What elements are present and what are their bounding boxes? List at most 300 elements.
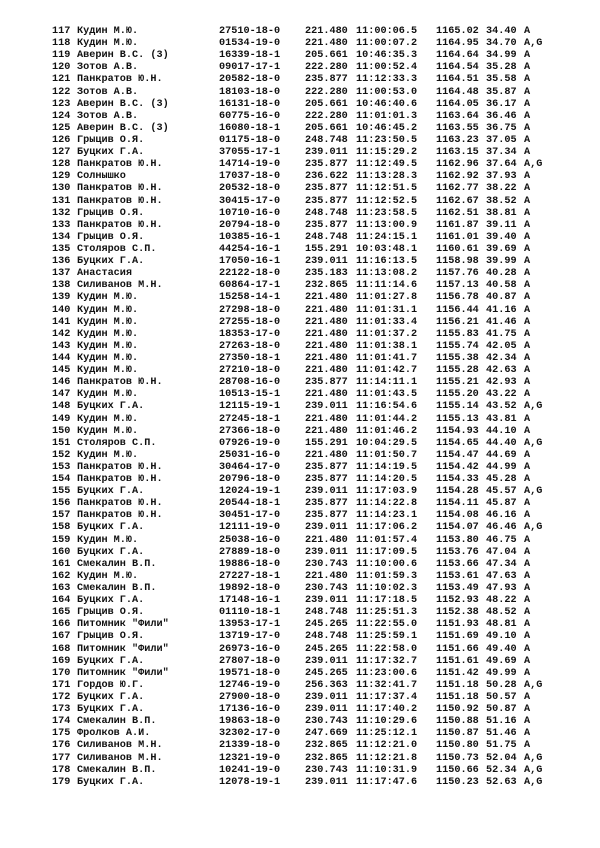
position-number: 122 — [52, 86, 71, 98]
ring-code: 60864-17-1 — [219, 280, 281, 292]
ring-code: 27245-18-1 — [219, 413, 281, 425]
distance-km: 221.480 — [305, 570, 348, 582]
owner-name: Столяров С.П. — [77, 243, 157, 255]
flag: A — [524, 134, 531, 146]
position-number: 159 — [52, 534, 71, 546]
position-number: 145 — [52, 365, 71, 377]
percent: 42.05 — [486, 340, 517, 352]
owner-name: Панкратов Ю.Н. — [77, 195, 163, 207]
distance-km: 221.480 — [305, 352, 348, 364]
percent: 48.52 — [486, 607, 517, 619]
percent: 47.34 — [486, 558, 517, 570]
distance-km: 221.480 — [305, 26, 348, 37]
speed: 1162.51 — [436, 207, 479, 219]
result-row — [52, 692, 592, 704]
result-row — [52, 716, 592, 728]
owner-name: Кудин М.Ю. — [77, 340, 139, 352]
distance-km: 235.877 — [305, 498, 348, 510]
result-row — [52, 704, 592, 716]
distance-km: 222.280 — [305, 86, 348, 98]
owner-name: Гордов Ю.Г. — [77, 679, 145, 691]
result-row — [52, 305, 592, 317]
owner-name: Кудин М.Ю. — [77, 425, 139, 437]
arrival-time: 11:16:54.6 — [356, 401, 418, 413]
position-number: 139 — [52, 292, 71, 304]
speed: 1156.21 — [436, 316, 479, 328]
speed: 1163.23 — [436, 134, 479, 146]
owner-name: Кудин М.Ю. — [77, 38, 139, 50]
speed: 1164.54 — [436, 62, 479, 74]
owner-name: Смекалин В.П. — [77, 716, 157, 728]
owner-name: Грыцив О.Я. — [77, 134, 145, 146]
arrival-time: 11:14:22.8 — [356, 498, 418, 510]
ring-code: 19571-18-0 — [219, 667, 281, 679]
owner-name: Аверин В.С. (3) — [77, 122, 169, 134]
owner-name: Силиванов М.Н. — [77, 280, 163, 292]
ring-code: 22122-18-0 — [219, 268, 281, 280]
position-number: 153 — [52, 461, 71, 473]
speed: 1155.74 — [436, 340, 479, 352]
position-number: 121 — [52, 74, 71, 86]
result-row — [52, 123, 592, 135]
position-number: 138 — [52, 280, 71, 292]
percent: 44.10 — [486, 425, 517, 437]
speed: 1157.13 — [436, 280, 479, 292]
distance-km: 230.743 — [305, 558, 348, 570]
arrival-time: 11:12:51.5 — [356, 183, 418, 195]
owner-name: Буцких Г.А. — [77, 256, 145, 268]
speed: 1151.93 — [436, 619, 479, 631]
ring-code: 18103-18-0 — [219, 86, 281, 98]
flag: A — [524, 413, 531, 425]
owner-name: Грыцив О.Я. — [77, 231, 145, 243]
percent: 52.34 — [486, 764, 517, 776]
owner-name: Буцких Г.А. — [77, 692, 145, 704]
result-row — [52, 377, 592, 389]
owner-name: Панкратов Ю.Н. — [77, 461, 163, 473]
result-row — [52, 619, 592, 631]
result-row — [52, 38, 592, 50]
arrival-time: 11:25:59.1 — [356, 631, 418, 643]
flag: A,G — [524, 38, 543, 50]
ring-code: 01110-18-1 — [219, 607, 281, 619]
ring-code: 20532-18-0 — [219, 183, 281, 195]
owner-name: Кудин М.Ю. — [77, 413, 139, 425]
percent: 42.63 — [486, 365, 517, 377]
percent: 49.99 — [486, 667, 517, 679]
owner-name: Смекалин В.П. — [77, 764, 157, 776]
ring-code: 16339-18-1 — [219, 50, 281, 62]
ring-code: 17037-18-0 — [219, 171, 281, 183]
speed: 1160.61 — [436, 243, 479, 255]
flag: A — [524, 316, 531, 328]
distance-km: 232.865 — [305, 740, 348, 752]
arrival-time: 11:01:46.2 — [356, 425, 418, 437]
owner-name: Кудин М.Ю. — [77, 534, 139, 546]
result-row — [52, 426, 592, 438]
flag: A — [524, 740, 531, 752]
speed: 1155.83 — [436, 328, 479, 340]
speed: 1156.44 — [436, 304, 479, 316]
position-number: 166 — [52, 619, 71, 631]
arrival-time: 11:15:29.2 — [356, 147, 418, 159]
position-number: 149 — [52, 413, 71, 425]
speed: 1155.38 — [436, 352, 479, 364]
distance-km: 221.480 — [305, 304, 348, 316]
ring-code: 30451-17-0 — [219, 510, 281, 522]
percent: 44.40 — [486, 437, 517, 449]
position-number: 140 — [52, 304, 71, 316]
distance-km: 221.480 — [305, 425, 348, 437]
percent: 42.34 — [486, 352, 517, 364]
flag: A,G — [524, 752, 543, 764]
distance-km: 239.011 — [305, 256, 348, 268]
percent: 38.81 — [486, 207, 517, 219]
speed: 1152.38 — [436, 607, 479, 619]
owner-name: Буцких Г.А. — [77, 655, 145, 667]
percent: 40.58 — [486, 280, 517, 292]
distance-km: 248.748 — [305, 631, 348, 643]
owner-name: Панкратов Ю.Н. — [77, 474, 163, 486]
distance-km: 221.480 — [305, 449, 348, 461]
speed: 1150.66 — [436, 764, 479, 776]
result-row — [52, 535, 592, 547]
distance-km: 235.183 — [305, 268, 348, 280]
arrival-time: 11:10:29.6 — [356, 716, 418, 728]
distance-km: 235.877 — [305, 474, 348, 486]
distance-km: 245.265 — [305, 667, 348, 679]
result-row — [52, 317, 592, 329]
position-number: 137 — [52, 268, 71, 280]
position-number: 142 — [52, 328, 71, 340]
result-row — [52, 280, 592, 292]
result-row — [52, 74, 592, 86]
flag: A — [524, 195, 531, 207]
arrival-time: 11:32:41.7 — [356, 679, 418, 691]
arrival-time: 10:46:45.2 — [356, 122, 418, 134]
percent: 43.52 — [486, 401, 517, 413]
owner-name: Панкратов Ю.Н. — [77, 74, 163, 86]
result-row — [52, 389, 592, 401]
distance-km: 155.291 — [305, 437, 348, 449]
owner-name: Питомник "Фили" — [77, 619, 169, 631]
distance-km: 235.877 — [305, 183, 348, 195]
position-number: 169 — [52, 655, 71, 667]
distance-km: 205.661 — [305, 98, 348, 110]
speed: 1154.33 — [436, 474, 479, 486]
flag: A — [524, 510, 531, 522]
speed: 1153.80 — [436, 534, 479, 546]
speed: 1154.08 — [436, 510, 479, 522]
flag: A — [524, 340, 531, 352]
distance-km: 239.011 — [305, 692, 348, 704]
ring-code: 30415-17-0 — [219, 195, 281, 207]
position-number: 160 — [52, 546, 71, 558]
result-row — [52, 87, 592, 99]
owner-name: Панкратов Ю.Н. — [77, 377, 163, 389]
owner-name: Солнышко — [77, 171, 126, 183]
arrival-time: 11:12:21.0 — [356, 740, 418, 752]
arrival-time: 11:01:42.7 — [356, 365, 418, 377]
position-number: 146 — [52, 377, 71, 389]
speed: 1154.65 — [436, 437, 479, 449]
ring-code: 60775-16-0 — [219, 110, 281, 122]
arrival-time: 11:01:41.7 — [356, 352, 418, 364]
percent: 52.63 — [486, 776, 517, 788]
position-number: 120 — [52, 62, 71, 74]
owner-name: Фролков А.И. — [77, 728, 151, 740]
ring-code: 12078-19-1 — [219, 776, 281, 788]
flag: A,G — [524, 437, 543, 449]
percent: 43.22 — [486, 389, 517, 401]
flag: A — [524, 558, 531, 570]
result-row — [52, 401, 592, 413]
result-row — [52, 292, 592, 304]
percent: 47.63 — [486, 570, 517, 582]
result-row — [52, 740, 592, 752]
flag: A — [524, 304, 531, 316]
distance-km: 256.363 — [305, 679, 348, 691]
position-number: 152 — [52, 449, 71, 461]
speed: 1153.61 — [436, 570, 479, 582]
percent: 48.22 — [486, 595, 517, 607]
speed: 1154.47 — [436, 449, 479, 461]
owner-name: Силиванов М.Н. — [77, 740, 163, 752]
percent: 45.87 — [486, 498, 517, 510]
position-number: 128 — [52, 159, 71, 171]
owner-name: Панкратов Ю.Н. — [77, 159, 163, 171]
arrival-time: 11:23:58.5 — [356, 207, 418, 219]
speed: 1150.88 — [436, 716, 479, 728]
speed: 1150.87 — [436, 728, 479, 740]
percent: 49.69 — [486, 655, 517, 667]
arrival-time: 11:00:06.5 — [356, 26, 418, 37]
result-row — [52, 353, 592, 365]
owner-name: Зотов А.В. — [77, 110, 139, 122]
flag: A — [524, 619, 531, 631]
owner-name: Питомник "Фили" — [77, 643, 169, 655]
position-number: 144 — [52, 352, 71, 364]
distance-km: 245.265 — [305, 619, 348, 631]
distance-km: 235.877 — [305, 461, 348, 473]
percent: 46.16 — [486, 510, 517, 522]
result-row — [52, 183, 592, 195]
arrival-time: 11:10:02.3 — [356, 583, 418, 595]
position-number: 119 — [52, 50, 71, 62]
distance-km: 248.748 — [305, 207, 348, 219]
arrival-time: 11:17:09.5 — [356, 546, 418, 558]
owner-name: Зотов А.В. — [77, 62, 139, 74]
owner-name: Панкратов Ю.Н. — [77, 219, 163, 231]
flag: A — [524, 583, 531, 595]
distance-km: 248.748 — [305, 231, 348, 243]
arrival-time: 11:16:13.5 — [356, 256, 418, 268]
position-number: 135 — [52, 243, 71, 255]
arrival-time: 11:01:43.5 — [356, 389, 418, 401]
position-number: 126 — [52, 134, 71, 146]
result-row — [52, 341, 592, 353]
ring-code: 20582-18-0 — [219, 74, 281, 86]
ring-code: 37055-17-1 — [219, 147, 281, 159]
flag: A — [524, 147, 531, 159]
percent: 34.70 — [486, 38, 517, 50]
arrival-time: 11:01:37.2 — [356, 328, 418, 340]
distance-km: 221.480 — [305, 38, 348, 50]
ring-code: 25031-16-0 — [219, 449, 281, 461]
flag: A — [524, 26, 531, 37]
ring-code: 27298-18-0 — [219, 304, 281, 316]
ring-code: 16131-18-0 — [219, 98, 281, 110]
arrival-time: 11:13:08.2 — [356, 268, 418, 280]
arrival-time: 11:13:00.9 — [356, 219, 418, 231]
position-number: 167 — [52, 631, 71, 643]
position-number: 117 — [52, 26, 71, 37]
arrival-time: 11:17:06.2 — [356, 522, 418, 534]
result-row — [52, 522, 592, 534]
arrival-time: 11:01:59.3 — [356, 570, 418, 582]
position-number: 158 — [52, 522, 71, 534]
percent: 43.81 — [486, 413, 517, 425]
owner-name: Кудин М.Ю. — [77, 292, 139, 304]
flag: A — [524, 280, 531, 292]
flag: A — [524, 534, 531, 546]
position-number: 141 — [52, 316, 71, 328]
distance-km: 222.280 — [305, 62, 348, 74]
ring-code: 28708-16-0 — [219, 377, 281, 389]
position-number: 151 — [52, 437, 71, 449]
ring-code: 21339-18-0 — [219, 740, 281, 752]
speed: 1161.87 — [436, 219, 479, 231]
speed: 1151.18 — [436, 692, 479, 704]
percent: 35.87 — [486, 86, 517, 98]
result-row — [52, 450, 592, 462]
speed: 1158.98 — [436, 256, 479, 268]
percent: 47.04 — [486, 546, 517, 558]
ring-code: 12746-19-0 — [219, 679, 281, 691]
owner-name: Смекалин В.П. — [77, 583, 157, 595]
ring-code: 12024-19-1 — [219, 486, 281, 498]
percent: 42.93 — [486, 377, 517, 389]
speed: 1155.13 — [436, 413, 479, 425]
result-row — [52, 656, 592, 668]
percent: 36.75 — [486, 122, 517, 134]
percent: 50.57 — [486, 692, 517, 704]
result-row — [52, 765, 592, 777]
arrival-time: 10:46:40.6 — [356, 98, 418, 110]
flag: A — [524, 546, 531, 558]
distance-km: 247.669 — [305, 728, 348, 740]
ring-code: 20796-18-0 — [219, 474, 281, 486]
flag: A — [524, 643, 531, 655]
percent: 46.75 — [486, 534, 517, 546]
speed: 1164.48 — [436, 86, 479, 98]
position-number: 161 — [52, 558, 71, 570]
flag: A — [524, 50, 531, 62]
arrival-time: 11:24:15.1 — [356, 231, 418, 243]
result-row — [52, 680, 592, 692]
flag: A,G — [524, 401, 543, 413]
distance-km: 232.865 — [305, 280, 348, 292]
flag: A — [524, 171, 531, 183]
speed: 1156.78 — [436, 292, 479, 304]
percent: 37.93 — [486, 171, 517, 183]
percent: 37.34 — [486, 147, 517, 159]
speed: 1155.21 — [436, 377, 479, 389]
speed: 1163.64 — [436, 110, 479, 122]
percent: 49.40 — [486, 643, 517, 655]
percent: 50.87 — [486, 704, 517, 716]
flag: A — [524, 425, 531, 437]
arrival-time: 10:03:48.1 — [356, 243, 418, 255]
speed: 1154.11 — [436, 498, 479, 510]
speed: 1151.42 — [436, 667, 479, 679]
ring-code: 10710-16-0 — [219, 207, 281, 219]
result-row — [52, 486, 592, 498]
speed: 1154.28 — [436, 486, 479, 498]
owner-name: Буцких Г.А. — [77, 546, 145, 558]
ring-code: 17050-16-1 — [219, 256, 281, 268]
speed: 1164.51 — [436, 74, 479, 86]
speed: 1150.23 — [436, 776, 479, 788]
distance-km: 221.480 — [305, 365, 348, 377]
percent: 45.57 — [486, 486, 517, 498]
flag: A,G — [524, 679, 543, 691]
speed: 1151.61 — [436, 655, 479, 667]
percent: 40.87 — [486, 292, 517, 304]
result-row — [52, 135, 592, 147]
ring-code: 17136-16-0 — [219, 704, 281, 716]
results-table — [52, 26, 592, 789]
position-number: 178 — [52, 764, 71, 776]
speed: 1162.77 — [436, 183, 479, 195]
position-number: 131 — [52, 195, 71, 207]
ring-code: 27255-18-0 — [219, 316, 281, 328]
speed: 1153.66 — [436, 558, 479, 570]
owner-name: Грыцив О.Я. — [77, 607, 145, 619]
arrival-time: 11:00:07.2 — [356, 38, 418, 50]
owner-name: Панкратов Ю.Н. — [77, 510, 163, 522]
owner-name: Буцких Г.А. — [77, 704, 145, 716]
position-number: 143 — [52, 340, 71, 352]
arrival-time: 11:01:50.7 — [356, 449, 418, 461]
position-number: 156 — [52, 498, 71, 510]
distance-km: 221.480 — [305, 413, 348, 425]
result-row — [52, 147, 592, 159]
arrival-time: 11:12:21.8 — [356, 752, 418, 764]
percent: 46.46 — [486, 522, 517, 534]
owner-name: Кудин М.Ю. — [77, 316, 139, 328]
flag: A — [524, 98, 531, 110]
flag: A — [524, 704, 531, 716]
distance-km: 239.011 — [305, 776, 348, 788]
flag: A — [524, 256, 531, 268]
distance-km: 221.480 — [305, 328, 348, 340]
flag: A — [524, 110, 531, 122]
arrival-time: 11:01:31.1 — [356, 304, 418, 316]
arrival-time: 11:17:37.4 — [356, 692, 418, 704]
ring-code: 20794-18-0 — [219, 219, 281, 231]
result-row — [52, 268, 592, 280]
ring-code: 10385-16-1 — [219, 231, 281, 243]
owner-name: Буцких Г.А. — [77, 522, 145, 534]
position-number: 170 — [52, 667, 71, 679]
result-row — [52, 26, 592, 38]
percent: 51.46 — [486, 728, 517, 740]
result-row — [52, 631, 592, 643]
speed: 1164.05 — [436, 98, 479, 110]
owner-name: Аверин В.С. (3) — [77, 50, 169, 62]
arrival-time: 11:25:12.1 — [356, 728, 418, 740]
